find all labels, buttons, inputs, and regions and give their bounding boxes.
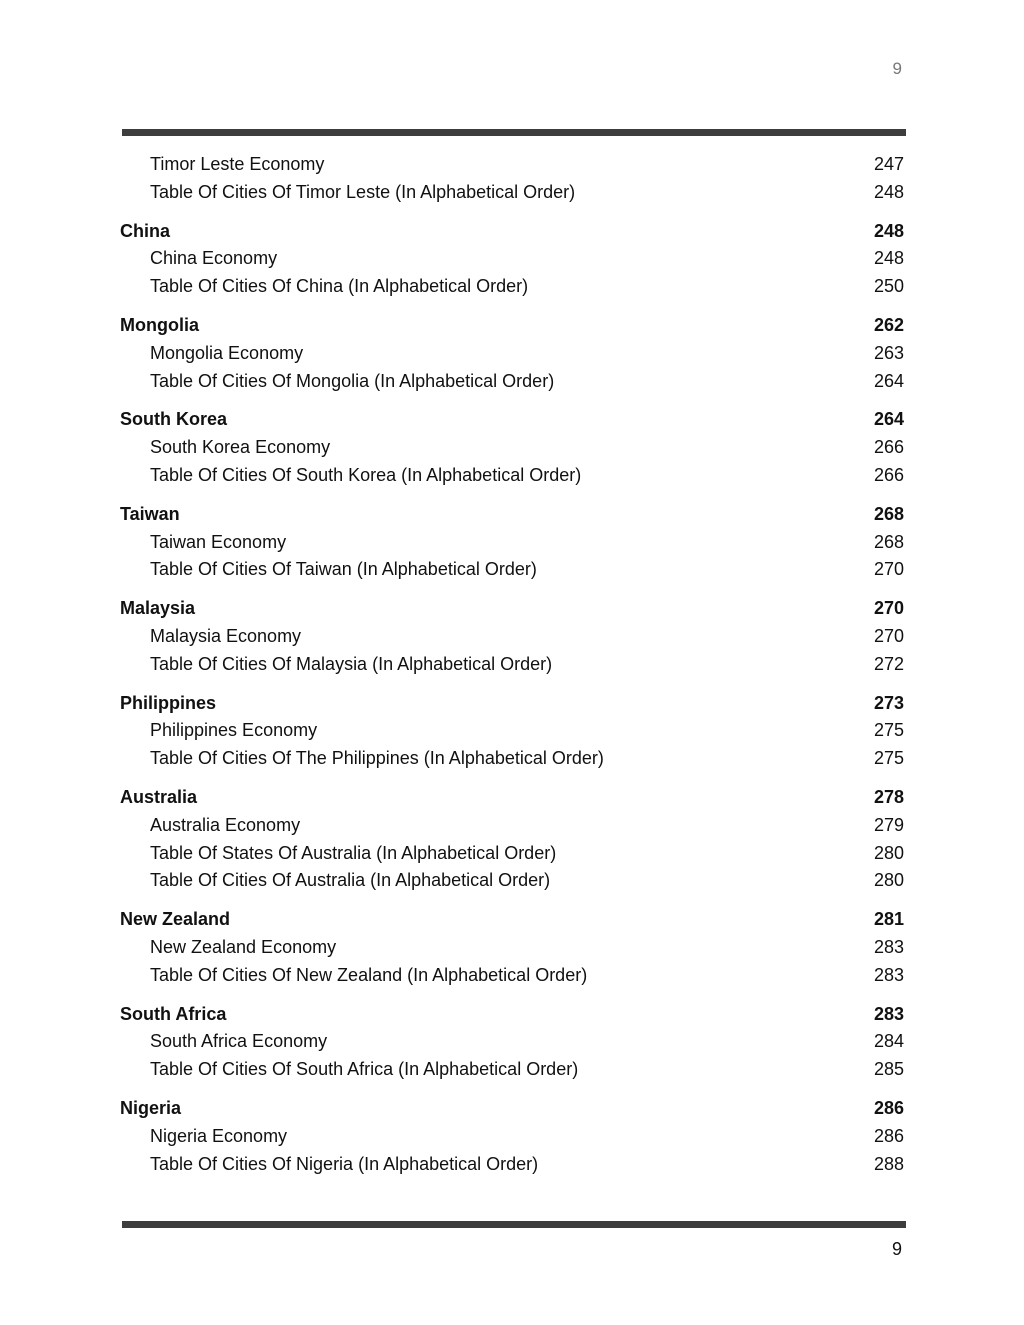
toc-entry-title: Table Of Cities Of Nigeria (In Alphabetical Order) xyxy=(150,1153,539,1174)
toc-entry-page: 247 xyxy=(873,154,904,174)
toc-entry-page: 270 xyxy=(873,559,904,580)
toc-entry-title: Mongolia Economy xyxy=(150,342,304,363)
toc-chapter-title: Taiwan xyxy=(120,503,180,524)
toc-entry-title: Table Of Cities Of Australia (In Alphabetical Order) xyxy=(150,870,551,891)
toc-chapter-page: 278 xyxy=(873,786,904,807)
toc-section xyxy=(120,501,904,584)
toc-chapter-title: Malaysia xyxy=(120,598,196,619)
toc-entry-row[interactable] xyxy=(120,840,904,868)
toc-entry-page: 286 xyxy=(873,1125,904,1146)
toc-entry-title: Philippines Economy xyxy=(150,720,318,741)
toc-entry-row[interactable] xyxy=(120,934,904,962)
toc-entry-title: China Economy xyxy=(150,248,278,269)
toc-entry-title: Table Of Cities Of South Africa (In Alphabetical Order) xyxy=(150,1059,579,1080)
toc-entry-row[interactable] xyxy=(120,1056,904,1084)
toc-chapter-page: 286 xyxy=(873,1097,904,1118)
toc-entry-row[interactable] xyxy=(120,151,904,179)
toc-chapter-row[interactable] xyxy=(120,1095,904,1123)
toc-section xyxy=(120,406,904,489)
toc-entry-row[interactable] xyxy=(120,556,904,584)
toc-entry-title: Malaysia Economy xyxy=(150,625,302,646)
toc-entry-row[interactable] xyxy=(120,962,904,990)
toc-chapter-row[interactable] xyxy=(120,406,904,434)
toc-chapter-title: South Africa xyxy=(120,1003,227,1024)
toc-entry-page: 283 xyxy=(873,936,904,957)
toc-section xyxy=(120,906,904,989)
toc-entry-title: New Zealand Economy xyxy=(150,936,337,957)
toc-section xyxy=(120,784,904,895)
toc-chapter-page: 273 xyxy=(873,692,904,713)
toc-chapter-row[interactable] xyxy=(120,784,904,812)
toc-chapter-title: New Zealand xyxy=(120,909,231,930)
toc-entry-row[interactable] xyxy=(120,1123,904,1151)
toc-entry-row[interactable] xyxy=(120,1151,904,1179)
toc-entry-row[interactable] xyxy=(120,867,904,895)
toc-chapter-title: Nigeria xyxy=(120,1097,182,1118)
header-page-number: 9 xyxy=(892,59,902,78)
toc-chapter-page: 281 xyxy=(873,909,904,930)
toc-entry-page: 268 xyxy=(873,531,904,552)
toc-chapter-page: 270 xyxy=(873,598,904,619)
toc-entry-row[interactable] xyxy=(120,529,904,557)
toc-entry-row[interactable] xyxy=(120,179,904,207)
toc-chapter-title: South Korea xyxy=(120,409,228,430)
toc-entry-title: Australia Economy xyxy=(150,814,301,835)
toc-entry-title: Table Of Cities Of Malaysia (In Alphabetical Order) xyxy=(150,653,553,674)
toc-entry-row[interactable] xyxy=(120,273,904,301)
toc-entry-row[interactable] xyxy=(120,623,904,651)
toc-entry-page: 280 xyxy=(873,870,904,891)
toc-entry-page: 283 xyxy=(873,964,904,985)
toc-entry-page: 250 xyxy=(873,276,904,297)
toc-chapter-row[interactable] xyxy=(120,501,904,529)
toc-entry-row[interactable] xyxy=(120,462,904,490)
toc-chapter-row[interactable] xyxy=(120,906,904,934)
toc-entry-title: Table Of Cities Of The Philippines (In Alphabetical Order) xyxy=(150,748,604,769)
toc-entry-title: Table Of States Of Australia (In Alphabetical Order) xyxy=(150,842,557,863)
toc-entry-title: Table Of Cities Of Taiwan (In Alphabetical Order) xyxy=(150,559,537,580)
toc-chapter-row[interactable] xyxy=(120,595,904,623)
toc-entry-page: 266 xyxy=(873,464,904,485)
toc-entry-page: 248 xyxy=(873,248,904,269)
toc-section xyxy=(120,1001,904,1084)
toc-entry-title: South Korea Economy xyxy=(150,437,331,458)
toc-entry-row[interactable] xyxy=(120,1028,904,1056)
toc-chapter-row[interactable] xyxy=(120,1001,904,1029)
toc-chapter-title: China xyxy=(120,220,171,241)
toc-chapter-page: 262 xyxy=(873,314,904,335)
toc-section xyxy=(120,151,904,207)
toc-entry-title: Nigeria Economy xyxy=(150,1125,288,1146)
toc-entry-page: 288 xyxy=(873,1153,904,1174)
toc-entry-page: 248 xyxy=(873,181,904,202)
toc-entry-row[interactable] xyxy=(120,368,904,396)
toc-entry-page: 285 xyxy=(873,1059,904,1080)
toc-entry-page: 275 xyxy=(873,720,904,741)
toc-chapter-title: Mongolia xyxy=(120,314,199,335)
toc-chapter-page: 264 xyxy=(873,409,904,430)
toc-entry-page: 270 xyxy=(873,625,904,646)
toc-chapter-page: 268 xyxy=(873,503,904,524)
toc-entry-row[interactable] xyxy=(120,651,904,679)
toc-entry-title: Table Of Cities Of South Korea (In Alphabetical Order) xyxy=(150,464,582,485)
toc-entry-title: Taiwan Economy xyxy=(150,531,287,552)
toc-entry-row[interactable] xyxy=(120,434,904,462)
toc-section xyxy=(120,1095,904,1178)
toc-section xyxy=(120,595,904,678)
toc-entry-row[interactable] xyxy=(120,745,904,773)
toc-entry-page: 279 xyxy=(873,814,904,835)
toc-entry-row[interactable] xyxy=(120,717,904,745)
toc-entry-page: 284 xyxy=(873,1031,904,1052)
toc-chapter-page: 248 xyxy=(873,220,904,241)
toc-entry-page: 275 xyxy=(873,748,904,769)
toc-entry-page: 266 xyxy=(873,437,904,458)
top-divider xyxy=(122,129,906,136)
toc-entry-page: 272 xyxy=(873,653,904,674)
toc-entry-row[interactable] xyxy=(120,812,904,840)
toc-entry-title: South Africa Economy xyxy=(150,1031,328,1052)
toc-entry-title: Table Of Cities Of China (In Alphabetical Order) xyxy=(150,276,529,297)
table-of-contents xyxy=(120,151,904,1189)
toc-entry-row[interactable] xyxy=(120,340,904,368)
toc-section xyxy=(120,218,904,301)
toc-entry-page: 264 xyxy=(873,370,904,391)
toc-chapter-title: Philippines xyxy=(120,692,217,713)
toc-section xyxy=(120,690,904,773)
toc-chapter-row[interactable] xyxy=(120,690,904,718)
toc-entry-row[interactable] xyxy=(120,245,904,273)
toc-section xyxy=(120,312,904,395)
toc-chapter-title: Australia xyxy=(120,786,198,807)
footer-page-number: 9 xyxy=(891,1239,902,1259)
bottom-divider xyxy=(122,1221,906,1228)
toc-entry-title: Table Of Cities Of Timor Leste (In Alphabetical Order) xyxy=(150,181,576,202)
toc-chapter-row[interactable] xyxy=(120,312,904,340)
toc-chapter-row[interactable] xyxy=(120,218,904,246)
toc-entry-page: 280 xyxy=(873,842,904,863)
toc-entry-title: Table Of Cities Of Mongolia (In Alphabetical Order) xyxy=(150,370,555,391)
toc-chapter-page: 283 xyxy=(873,1003,904,1024)
toc-entry-title: Table Of Cities Of New Zealand (In Alphabetical Order) xyxy=(150,964,588,985)
toc-entry-page: 263 xyxy=(873,342,904,363)
toc-entry-title: Timor Leste Economy xyxy=(150,154,325,174)
